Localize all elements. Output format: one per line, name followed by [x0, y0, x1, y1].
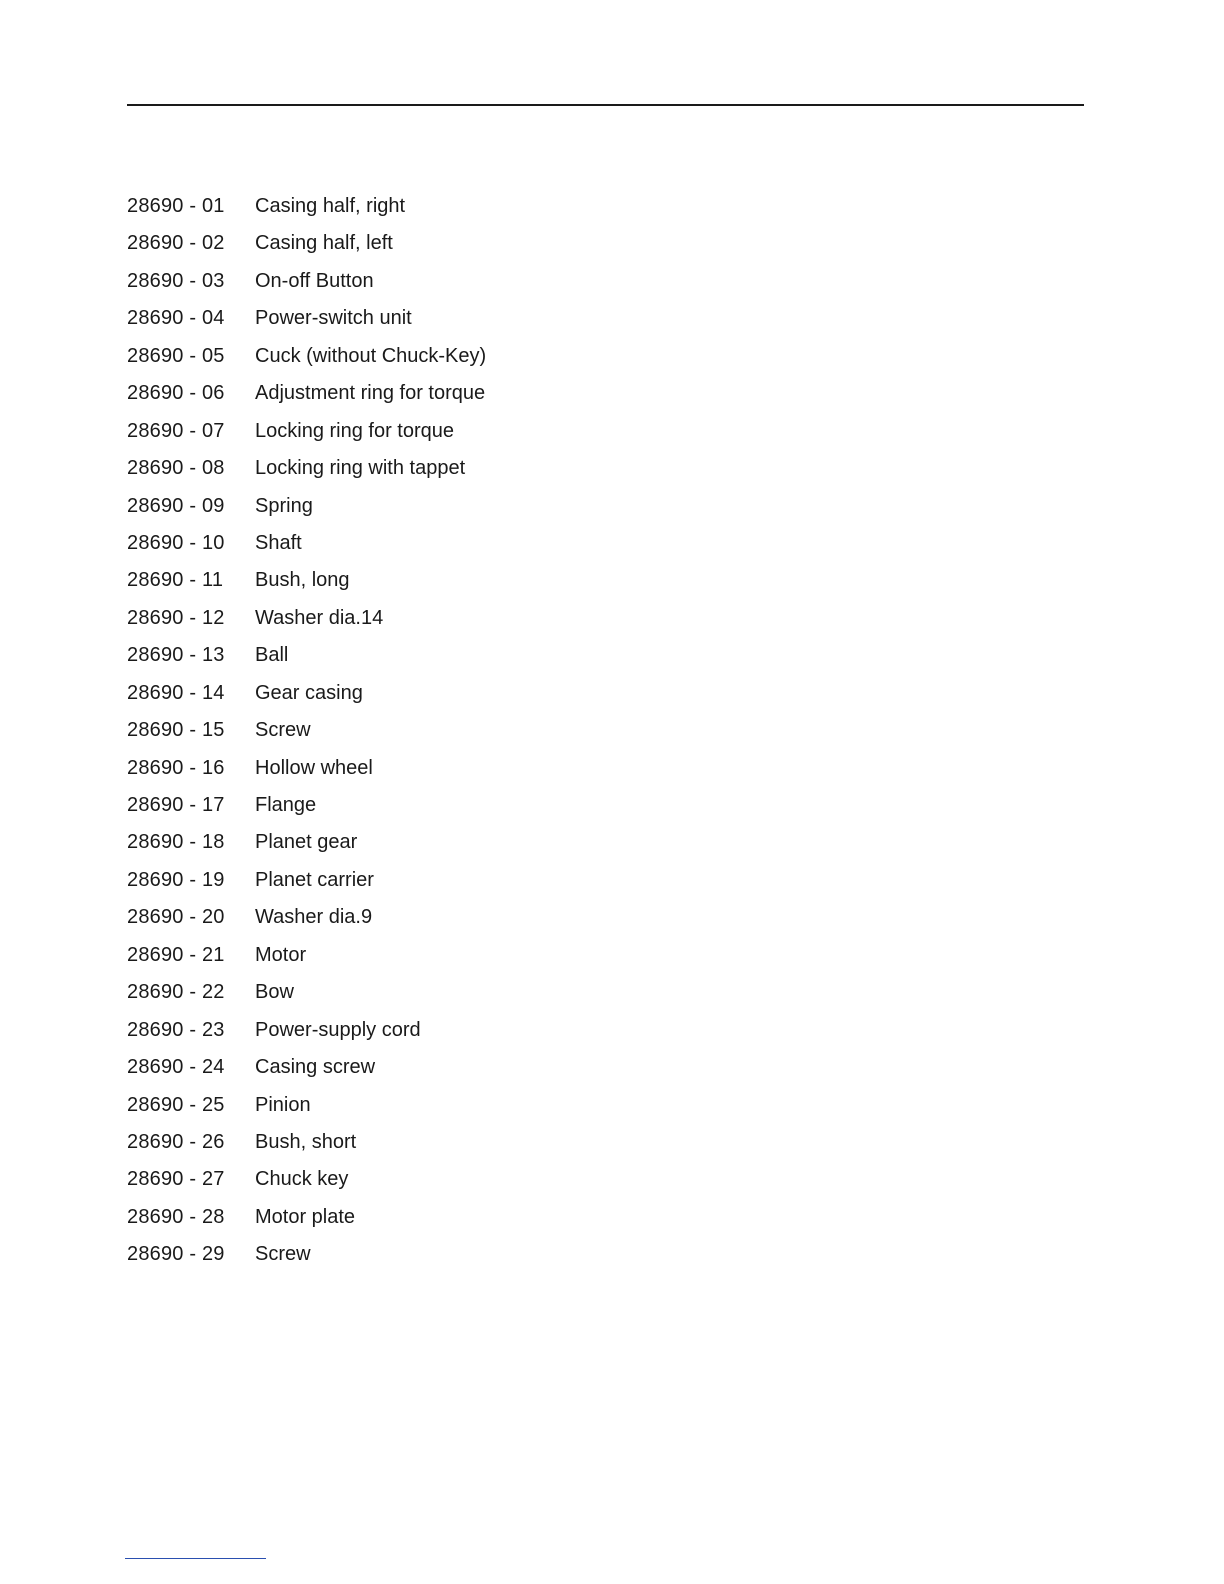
- part-number: 28690 - 22: [127, 981, 225, 1004]
- part-description: Adjustment ring for torque: [255, 382, 486, 405]
- part-description: Locking ring with tappet: [255, 457, 466, 480]
- part-description: Bush, long: [255, 569, 350, 592]
- part-row: [127, 901, 486, 938]
- part-row: [127, 1238, 486, 1275]
- part-number: 28690 - 19: [127, 868, 225, 891]
- part-row: [127, 602, 486, 639]
- part-number: 28690 - 05: [127, 344, 225, 367]
- part-row: [127, 976, 486, 1013]
- part-number: 28690 - 20: [127, 906, 225, 929]
- part-row: [127, 639, 486, 676]
- part-number: 28690 - 04: [127, 307, 225, 330]
- part-description: Bush, short: [255, 1130, 357, 1153]
- part-description: Planet carrier: [255, 868, 374, 891]
- part-number: 28690 - 13: [127, 644, 225, 667]
- part-description: Locking ring for torque: [255, 419, 455, 442]
- part-description: Washer dia.9: [255, 906, 373, 929]
- part-row: [127, 190, 486, 227]
- part-description: Gear casing: [255, 681, 363, 704]
- part-number: 28690 - 03: [127, 269, 225, 292]
- part-row: [127, 415, 486, 452]
- part-number: 28690 - 18: [127, 831, 225, 854]
- part-number: 28690 - 06: [127, 382, 225, 405]
- part-number: 28690 - 09: [127, 494, 225, 517]
- part-number: 28690 - 28: [127, 1205, 225, 1228]
- part-row: [127, 1126, 486, 1163]
- part-row: [127, 1201, 486, 1238]
- part-number: 28690 - 16: [127, 756, 225, 779]
- part-number: 28690 - 12: [127, 606, 225, 629]
- part-row: [127, 1163, 486, 1200]
- part-number: 28690 - 21: [127, 943, 225, 966]
- parts-list: [127, 190, 486, 1276]
- part-description: Casing half, right: [255, 195, 406, 217]
- part-row: [127, 789, 486, 826]
- part-description: Motor plate: [255, 1205, 356, 1228]
- part-description: Shaft: [255, 531, 302, 554]
- part-row: [127, 452, 486, 489]
- part-row: [127, 1014, 486, 1051]
- part-row: [127, 939, 486, 976]
- part-description: Hollow wheel: [255, 756, 373, 779]
- part-number: 28690 - 29: [127, 1243, 225, 1266]
- part-number: 28690 - 27: [127, 1168, 225, 1191]
- part-row: [127, 1089, 486, 1126]
- part-description: Flange: [255, 794, 317, 816]
- part-row: [127, 826, 486, 863]
- part-row: [127, 227, 486, 264]
- part-number: 28690 - 02: [127, 232, 225, 255]
- part-description: Power-supply cord: [255, 1018, 421, 1041]
- part-description: Pinion: [255, 1093, 311, 1116]
- part-number: 28690 - 25: [127, 1093, 225, 1116]
- part-number: 28690 - 07: [127, 419, 225, 442]
- header-divider: [127, 104, 1084, 106]
- part-description: Motor: [255, 943, 307, 966]
- part-number: 28690 - 14: [127, 681, 225, 704]
- part-number: 28690 - 26: [127, 1130, 225, 1153]
- part-row: [127, 714, 486, 751]
- part-row: [127, 340, 486, 377]
- footer-divider: [125, 1558, 266, 1559]
- part-description: On-off Button: [255, 269, 374, 292]
- part-number: 28690 - 01: [127, 195, 225, 217]
- part-description: Spring: [255, 494, 313, 517]
- part-number: 28690 - 17: [127, 794, 225, 816]
- part-row: [127, 1051, 486, 1088]
- part-row: [127, 490, 486, 527]
- part-description: Ball: [255, 644, 289, 667]
- part-number: 28690 - 23: [127, 1018, 225, 1041]
- part-row: [127, 377, 486, 414]
- part-description: Screw: [255, 1243, 311, 1266]
- part-number: 28690 - 08: [127, 457, 225, 480]
- part-description: Screw: [255, 719, 311, 742]
- part-description: Casing half, left: [255, 232, 393, 255]
- part-number: 28690 - 15: [127, 719, 225, 742]
- part-description: Power-switch unit: [255, 307, 412, 330]
- part-description: Casing screw: [255, 1056, 376, 1079]
- part-description: Washer dia.14: [255, 606, 384, 629]
- part-description: Chuck key: [255, 1168, 349, 1191]
- part-description: Planet gear: [255, 831, 358, 854]
- part-row: [127, 752, 486, 789]
- part-description: Cuck (without Chuck-Key): [255, 344, 487, 367]
- part-description: Bow: [255, 981, 294, 1004]
- part-number: 28690 - 24: [127, 1056, 225, 1079]
- part-number: 28690 - 11: [127, 569, 224, 592]
- part-row: [127, 564, 486, 601]
- part-row: [127, 265, 486, 302]
- part-row: [127, 677, 486, 714]
- part-row: [127, 302, 486, 339]
- part-row: [127, 864, 486, 901]
- part-row: [127, 527, 486, 564]
- part-number: 28690 - 10: [127, 531, 225, 554]
